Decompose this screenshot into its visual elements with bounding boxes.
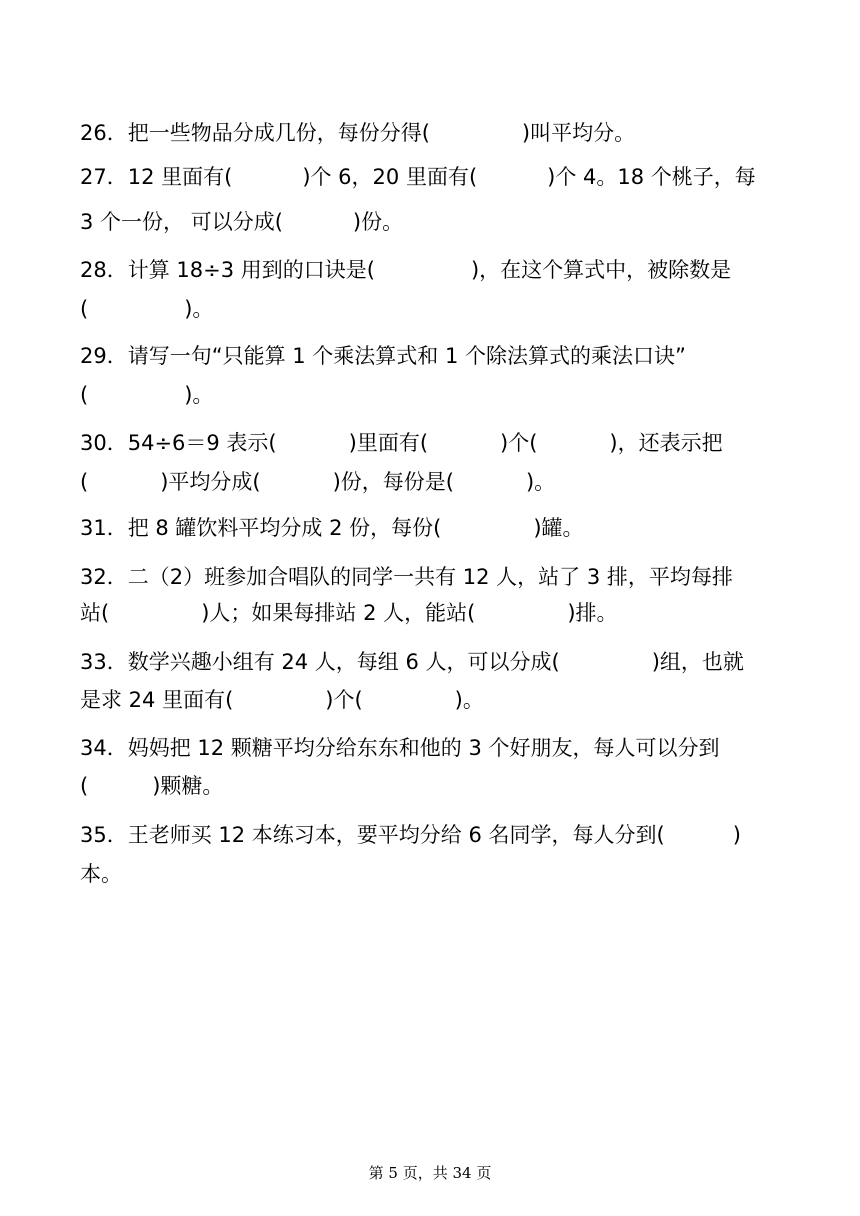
question-text: )。: [184, 297, 214, 321]
question-text: )。: [525, 470, 556, 494]
question-text: )个(: [500, 431, 538, 455]
question-34-line-2: [80, 771, 800, 801]
question-text: )颗糖。: [152, 774, 224, 798]
question-text: 33．数学兴趣小组有 24 人，每组 6 人，可以分成(: [80, 650, 560, 674]
question-27-line-2: [80, 207, 800, 237]
question-text: (: [80, 774, 89, 798]
question-text: (: [80, 383, 89, 407]
question-text: 3 个一份， 可以分成(: [80, 210, 283, 234]
question-text: )叫平均分。: [521, 121, 636, 145]
question-text: 29．请写一句“只能算 1 个乘法算式和 1 个除法算式的乘法口诀”: [80, 344, 686, 368]
question-33-line-2: [80, 685, 800, 715]
question-text: )排。: [567, 601, 618, 625]
question-text: 31．把 8 罐饮料平均分成 2 份，每份(: [80, 516, 442, 540]
question-28-line-2: [80, 294, 800, 324]
question-text: 27．12 里面有(: [80, 165, 233, 189]
question-text: )个 6，20 里面有(: [302, 165, 478, 189]
question-33-line-1: [80, 647, 800, 677]
question-35-line-2: [80, 859, 800, 889]
question-text: 站(: [80, 601, 110, 625]
question-text: 35．王老师买 12 本练习本，要平均分给 6 名同学，每人分到(: [80, 823, 665, 847]
question-text: 28．计算 18÷3 用到的口诀是(: [80, 258, 375, 282]
question-35-line-1: [80, 820, 800, 850]
question-text: (: [80, 470, 89, 494]
question-text: )份，每份是(: [332, 470, 454, 494]
question-26-line-1: [80, 118, 800, 148]
question-text: 是求 24 里面有(: [80, 688, 234, 712]
question-text: )份。: [352, 210, 404, 234]
question-29-line-1: [80, 341, 800, 371]
question-text: 32．二（2）班参加合唱队的同学一共有 12 人，站了 3 排，平均每排: [80, 565, 733, 589]
question-text: )罐。: [533, 516, 584, 540]
question-text: )个(: [325, 688, 363, 712]
question-text: )，还表示把: [609, 431, 723, 455]
question-text: )。: [184, 383, 214, 407]
question-27-line-1: [80, 162, 800, 192]
question-30-line-2: [80, 467, 800, 497]
question-text: (: [80, 297, 89, 321]
question-text: )里面有(: [348, 431, 429, 455]
page-footer: 第 5 页，共 34 页: [368, 1164, 492, 1182]
question-29-line-2: [80, 380, 800, 410]
question-text: )个 4。18 个桃子，每: [547, 165, 756, 189]
question-text: 本。: [80, 862, 122, 886]
question-text: )组，也就: [651, 650, 744, 674]
question-32-line-1: [80, 562, 800, 592]
question-text: 34．妈妈把 12 颗糖平均分给东东和他的 3 个好朋友，每人可以分到: [80, 736, 720, 760]
question-text: )平均分成(: [160, 470, 261, 494]
question-text: 26．把一些物品分成几份，每份分得(: [80, 121, 430, 145]
question-28-line-1: [80, 255, 800, 285]
question-text: )。: [454, 688, 484, 712]
question-34-line-1: [80, 733, 800, 763]
question-32-line-2: [80, 598, 800, 628]
question-text: )，在这个算式中，被除数是: [470, 258, 732, 282]
question-30-line-1: [80, 428, 800, 458]
question-31-line-1: [80, 513, 800, 543]
question-text: ): [732, 823, 741, 847]
question-text: )人；如果每排站 2 人，能站(: [201, 601, 476, 625]
question-text: 30．54÷6＝9 表示(: [80, 431, 277, 455]
